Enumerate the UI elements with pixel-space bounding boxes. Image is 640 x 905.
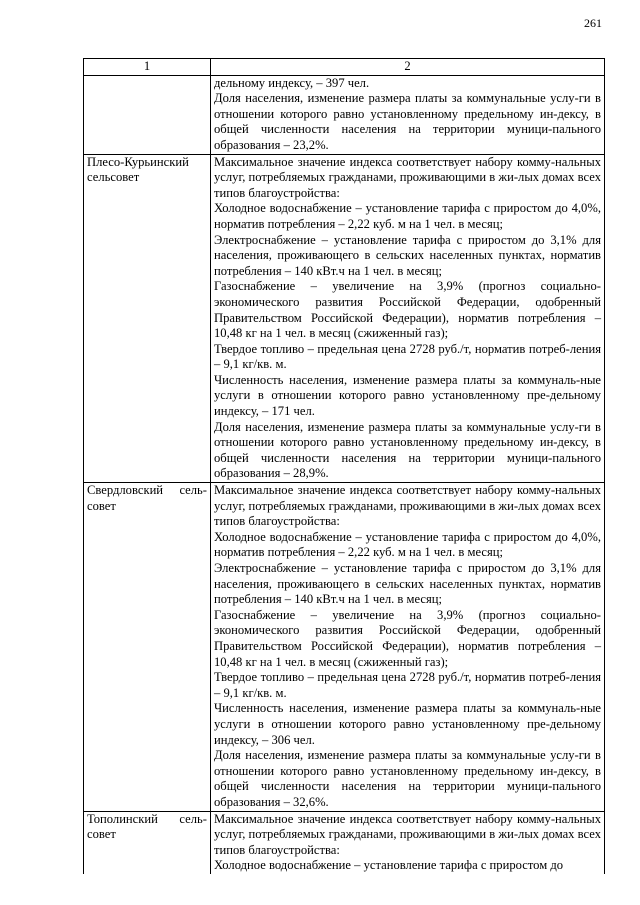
table-row xyxy=(84,154,605,482)
page-number: 261 xyxy=(584,16,602,30)
paragraph: Доля населения, изменение размера платы за коммунальные услу-ги в отношении которого равно установленному предельному ин-дексу, в общей численности населения на территории муници-пального образования – 28,9%. xyxy=(214,419,601,481)
paragraph: Максимальное значение индекса соответствует набору комму-нальных услуг, потребляемых гражданами, проживающими в жи-лых домах всех типов благоустройства: xyxy=(214,154,601,200)
description-cell xyxy=(211,811,605,874)
paragraph: Электроснабжение – установление тарифа с приростом до 3,1% для населения, проживающего в сельских населенных пунктах, норматив потребления – 140 кВт.ч на 1 чел. в месяц; xyxy=(214,232,601,278)
municipality-cell xyxy=(84,75,211,154)
table-body xyxy=(84,75,605,874)
paragraph: Газоснабжение – увеличение на 3,9% (прогноз социально-экономического развития Российской Федерации, одобренный Правительством Российской Федерации), норматив потребления – 10,48 кг на 1 чел. в месяц (сжиженный газ); xyxy=(214,607,601,669)
table-header-row xyxy=(84,59,605,76)
description-cell xyxy=(211,75,605,154)
table-row xyxy=(84,811,605,874)
paragraph: Численность населения, изменение размера платы за коммуналь-ные услуги в отношении которого равно установленному пре-дельному индексу, – 306 чел. xyxy=(214,701,601,747)
municipality-cell: Тополинский сель-совет xyxy=(84,811,211,874)
column-header-1: 1 xyxy=(84,59,211,76)
municipality-cell: Плесо-Курьинский сельсовет xyxy=(84,154,211,482)
paragraph: Доля населения, изменение размера платы за коммунальные услу-ги в отношении которого равно установленному предельному ин-дексу, в общей численности населения на территории муници-пального образования – 23,2%. xyxy=(214,91,601,152)
table-row xyxy=(84,483,605,811)
paragraph: Твердое топливо – предельная цена 2728 руб./т, норматив потреб-ления – 9,1 кг/кв. м. xyxy=(214,670,601,700)
paragraph: Электроснабжение – установление тарифа с приростом до 3,1% для населения, проживающего в сельских населенных пунктах, норматив потребления – 140 кВт.ч на 1 чел. в месяц; xyxy=(214,561,601,607)
municipality-cell: Свердловский сель-совет xyxy=(84,483,211,811)
paragraph: Доля населения, изменение размера платы за коммунальные услу-ги в отношении которого равно установленному предельному ин-дексу, в общей численности населения на территории муници-пального образования – 32,6%. xyxy=(214,748,601,809)
document-table xyxy=(83,58,605,874)
paragraph: Максимальное значение индекса соответствует набору комму-нальных услуг, потребляемых гражданами, проживающими в жи-лых домах всех типов благоустройства: xyxy=(214,811,601,857)
paragraph: Холодное водоснабжение – установление тарифа с приростом до xyxy=(214,858,564,873)
paragraph: дельному индексу, – 397 чел. xyxy=(214,75,370,90)
paragraph: Холодное водоснабжение – установление тарифа с приростом до 4,0%, норматив потребления – 2,22 куб. м на 1 чел. в месяц; xyxy=(214,201,601,231)
paragraph: Максимальное значение индекса соответствует набору комму-нальных услуг, потребляемых гражданами, проживающими в жи-лых домах всех типов благоустройства: xyxy=(214,483,601,529)
description-cell xyxy=(211,483,605,811)
paragraph: Численность населения, изменение размера платы за коммуналь-ные услуги в отношении которого равно установленному пре-дельному индексу, – 171 чел. xyxy=(214,372,601,419)
description-cell xyxy=(211,154,605,482)
paragraph: Газоснабжение – увеличение на 3,9% (прогноз социально-экономического развития Российской Федерации, одобренный Правительством Российской Федерации), норматив потребления – 10,48 кг на 1 чел. в месяц (сжиженный газ); xyxy=(214,279,601,341)
paragraph: Холодное водоснабжение – установление тарифа с приростом до 4,0%, норматив потребления – 2,22 куб. м на 1 чел. в месяц; xyxy=(214,529,601,560)
table-row xyxy=(84,75,605,154)
paragraph: Твердое топливо – предельная цена 2728 руб./т, норматив потреб-ления – 9,1 кг/кв. м. xyxy=(214,341,601,372)
column-header-2: 2 xyxy=(211,59,605,76)
